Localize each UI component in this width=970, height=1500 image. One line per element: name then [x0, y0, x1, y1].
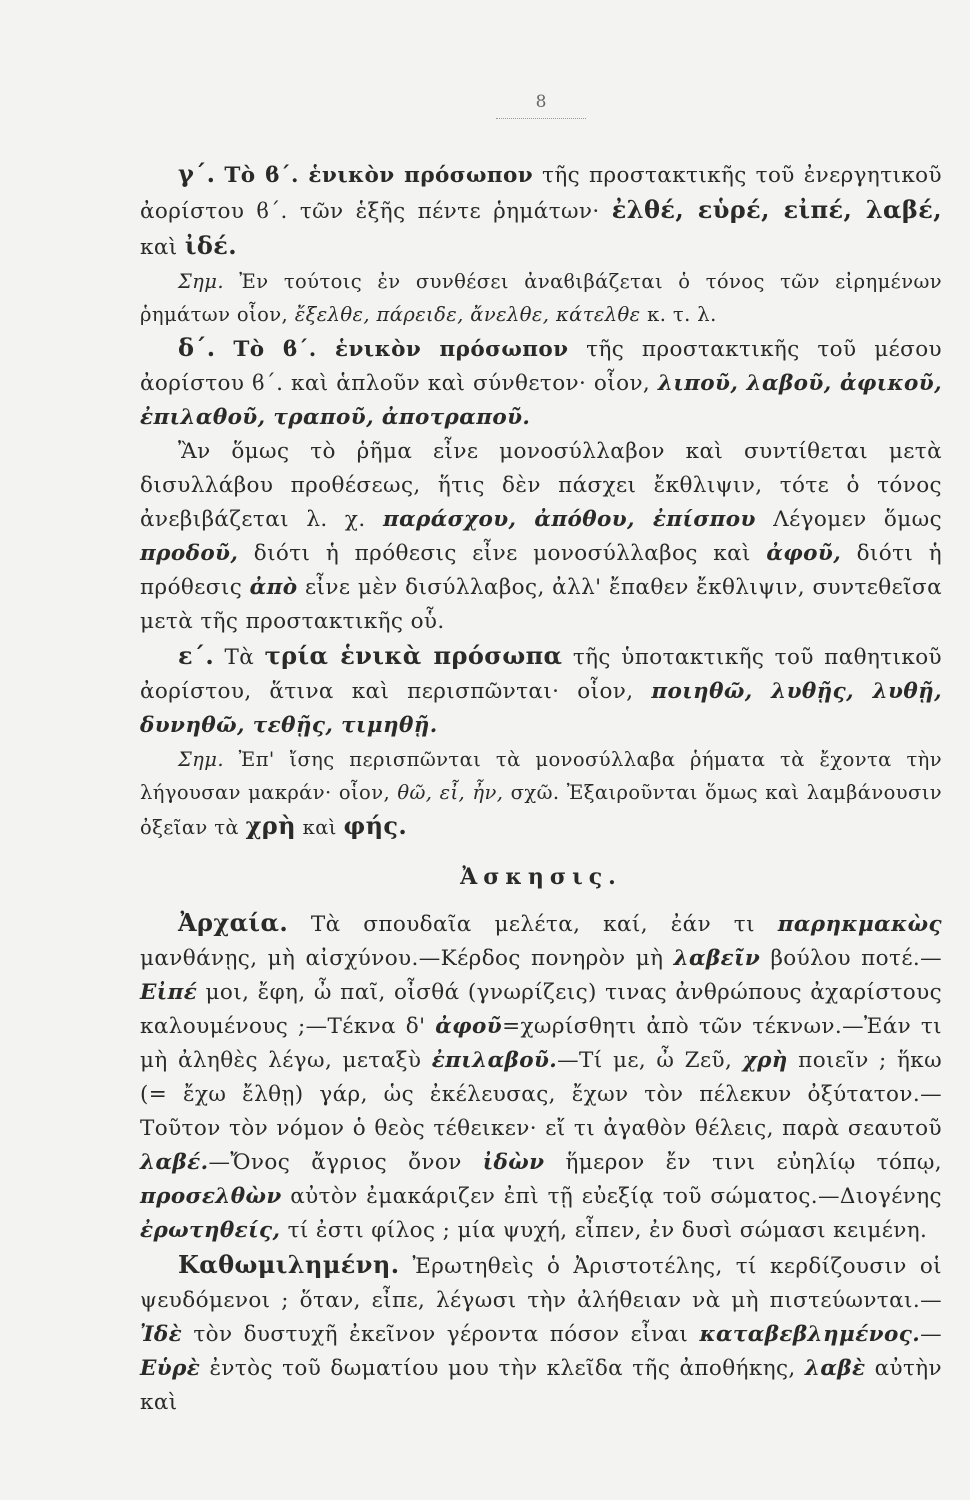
section-label: ε΄.	[178, 641, 215, 670]
delta-paragraph-2	[140, 435, 942, 639]
section-epsilon	[140, 639, 942, 743]
section-gamma	[140, 157, 942, 265]
note-examples: ἔξελθε, πάρειδε, ἄνελθε, κάτελθε	[294, 303, 641, 326]
note-text: Ἐν τούτοις ἐν συνθέσει ἀναϐιβάζεται ὁ τόνος τῶν εἰρημένων ῥημάτων οἷον,	[140, 270, 942, 326]
note-1	[140, 265, 942, 331]
section-label: γ΄.	[178, 159, 216, 188]
conjunction: καὶ	[140, 235, 178, 260]
exercise-text: —Τί με, ὦ Ζεῦ,	[557, 1048, 733, 1073]
paragraph-text: διότι ἡ πρόθεσις	[140, 541, 942, 600]
paragraph-text: διότι ἡ πρόθεσις εἶνε μονοσύλλαβος καὶ	[253, 541, 751, 566]
section-intro-bold: τρία ἑνικὰ πρόσωπα	[264, 641, 563, 670]
paragraph-text: εἶνε μὲν δισύλλαβος, ἀλλ' ἔπαθεν ἔκθλιψιν, συντεθεῖσα μετὰ τῆς προστακτικῆς οὗ.	[140, 575, 943, 634]
exercise-text: ποιεῖν ; ἥκω (= ἔχω ἔλθῃ) γάρ, ὡς ἐκέλευσας, ἔχων τὸν πέλεκυν ὀξύτατον.—Τοῦτον τὸν νόμον ὁ θεὸς τέθεικεν· εἴ τι ἀγαθὸν θέλεις, παρὰ σεαυτοῦ	[140, 1048, 943, 1141]
section-text: τῆς προστακτικῆς τοῦ μέσου ἀορίστου ϐ΄. καὶ ἁπλοῦν καὶ σύνθετον· οἷον,	[140, 337, 943, 396]
exercise-word: ἐρωτηθείς,	[140, 1218, 281, 1243]
exercise-word: λαβὲ	[804, 1356, 866, 1381]
exercise-text: αὐτὴν καὶ	[140, 1356, 943, 1415]
note-2	[140, 743, 942, 844]
exercise-text: τί ἐστι φίλος ; μία ψυχή, εἶπεν, ἐν δυσὶ σώμασι κειμένη.	[287, 1218, 928, 1243]
section-intro: Τὸ ϐ΄. ἑνικὸν πρόσωπον	[224, 163, 534, 188]
example-word: ἀφοῦ,	[766, 541, 842, 566]
example-words: λιποῦ, λαβοῦ, ἀφικοῦ, ἐπιλαθοῦ, τραποῦ, ἀποτραποῦ.	[140, 371, 942, 430]
note-word: φής.	[343, 811, 408, 840]
paragraph-text: Λέγομεν ὅμως	[773, 507, 943, 532]
exercise-word: λαβεῖν	[673, 946, 761, 971]
exercise-word: Εἰπέ	[140, 980, 198, 1005]
exercise-word: λαβέ.	[140, 1150, 209, 1175]
exercise-kathomilimeni	[140, 1248, 942, 1420]
exercise-archaia	[140, 906, 942, 1248]
section-delta	[140, 331, 942, 435]
example-words: ποιηθῶ, λυθῇς, λυθῇ, δυνηθῶ, τεθῇς, τιμηθῇ.	[140, 679, 943, 738]
exercise-word: παρηκμακὼς	[777, 912, 942, 937]
example-words: ἐλθέ, εὑρέ, εἰπέ, λαβέ,	[611, 195, 943, 224]
exercise-text: τὸν δυστυχῆ ἐκεῖνον γέροντα πόσον εἶναι	[193, 1322, 689, 1347]
section-label: δ΄.	[178, 333, 216, 362]
note-end: κ. τ. λ.	[647, 303, 717, 326]
exercise-text: =χωρίσθητι ἀπὸ τῶν τέκνων.—Ἐάν τι μὴ ἀληθὲς λέγω, μεταξὺ	[140, 1014, 943, 1073]
exercise-word: ἰδὼν	[482, 1150, 545, 1175]
exercise-label: Καθωμιλημένη.	[178, 1250, 400, 1279]
exercise-text: μοι, ἔφη, ὦ παῖ, οἶσθά (γνωρίζεις) τινας ἀνθρώπους ἀχαρίστους καλουμένους ;—Τέκνα δ'	[140, 980, 943, 1039]
section-intro: Τὸ ϐ΄. ἑνικὸν πρόσωπον	[233, 337, 569, 362]
example-word: προδοῦ,	[140, 541, 239, 566]
exercise-text: Τὰ σπουδαῖα μελέτα, καί, ἐάν τι	[310, 912, 755, 937]
exercise-text: —Ὄνος ἄγριος ὄνον	[208, 1150, 462, 1175]
exercise-word: ἐπιλαβοῦ.	[431, 1048, 558, 1073]
note-text: σχῶ. Ἐξαιροῦνται ὅμως καὶ λαμβάνουσιν ὀξεῖαν τὰ	[140, 781, 942, 839]
exercise-text: μανθάνῃς, μὴ αἰσχύνου.—Κέρδος πονηρὸν μὴ	[140, 946, 664, 971]
conjunction: καὶ	[302, 816, 337, 839]
page-number: 8	[140, 92, 942, 119]
section-text: τῆς προστακτικῆς τοῦ ἐνεργητικοῦ ἀορίστου ϐ΄. τῶν ἑξῆς πέντε ῥημάτων·	[140, 163, 942, 224]
exercise-text: —	[920, 1322, 943, 1347]
section-intro: Τὰ	[224, 645, 255, 670]
exercise-text: ἥμερον ἔν τινι εὐηλίῳ τόπῳ,	[565, 1150, 943, 1175]
exercise-text: βούλου ποτέ.—	[770, 946, 942, 971]
note-word: χρὴ	[245, 811, 297, 840]
example-word: ἀπὸ	[249, 575, 298, 600]
example-words: παράσχου, ἀπόθου, ἐπίσπου	[382, 507, 756, 532]
exercise-word: Εὑρὲ	[140, 1356, 201, 1381]
exercise-word: χρὴ	[742, 1048, 788, 1073]
exercise-text: αὐτὸν ἐμακάριζεν ἐπὶ τῇ εὐεξίᾳ τοῦ σώματος.—Διογένης	[290, 1184, 943, 1209]
exercises-heading: Ἀσκησις.	[460, 864, 622, 890]
exercise-text: Ἐρωτηθεὶς ὁ Ἀριστοτέλης, τί κερδίζουσιν οἱ ψευδόμενοι ; ὅταν, εἶπε, λέγωσι τὴν ἀλήθειαν νὰ μὴ πιστεύωνται.—	[140, 1254, 942, 1313]
exercise-word: Ἰδὲ	[140, 1322, 183, 1347]
example-word-last: ἰδέ.	[184, 231, 237, 260]
note-label: Σημ.	[178, 748, 224, 771]
exercise-text: ἐντὸς τοῦ δωματίου μου τὴν κλεῖδα τῆς ἀποθήκης,	[209, 1356, 796, 1381]
section-text: τῆς ὑποτακτικῆς τοῦ παθητικοῦ ἀορίστου, ἅτινα καὶ περισπῶνται· οἷον,	[140, 645, 943, 704]
note-examples: θῶ, εἶ, ἦν,	[397, 781, 504, 804]
exercise-word: καταβεβλημένος.	[699, 1322, 921, 1347]
exercise-word: ἀφοῦ	[435, 1014, 503, 1039]
paragraph-text: Ἂν ὅμως τὸ ῥῆμα εἶνε μονοσύλλαβον καὶ συντίθεται μετὰ δισυλλάβου προθέσεως, ἥτις δὲν πάσχει ἔκθλιψιν, τότε ὁ τόνος ἀνεβιβάζεται λ. χ.	[140, 439, 942, 532]
note-label: Σημ.	[178, 270, 224, 293]
note-text: Ἐπ' ἴσης περισπῶνται τὰ μονοσύλλαβα ῥήματα τὰ ἔχοντα τὴν λήγουσαν μακράν· οἷον,	[140, 748, 942, 804]
exercise-label: Ἀρχαία.	[178, 908, 289, 937]
exercise-word: προσελθὼν	[140, 1184, 282, 1209]
